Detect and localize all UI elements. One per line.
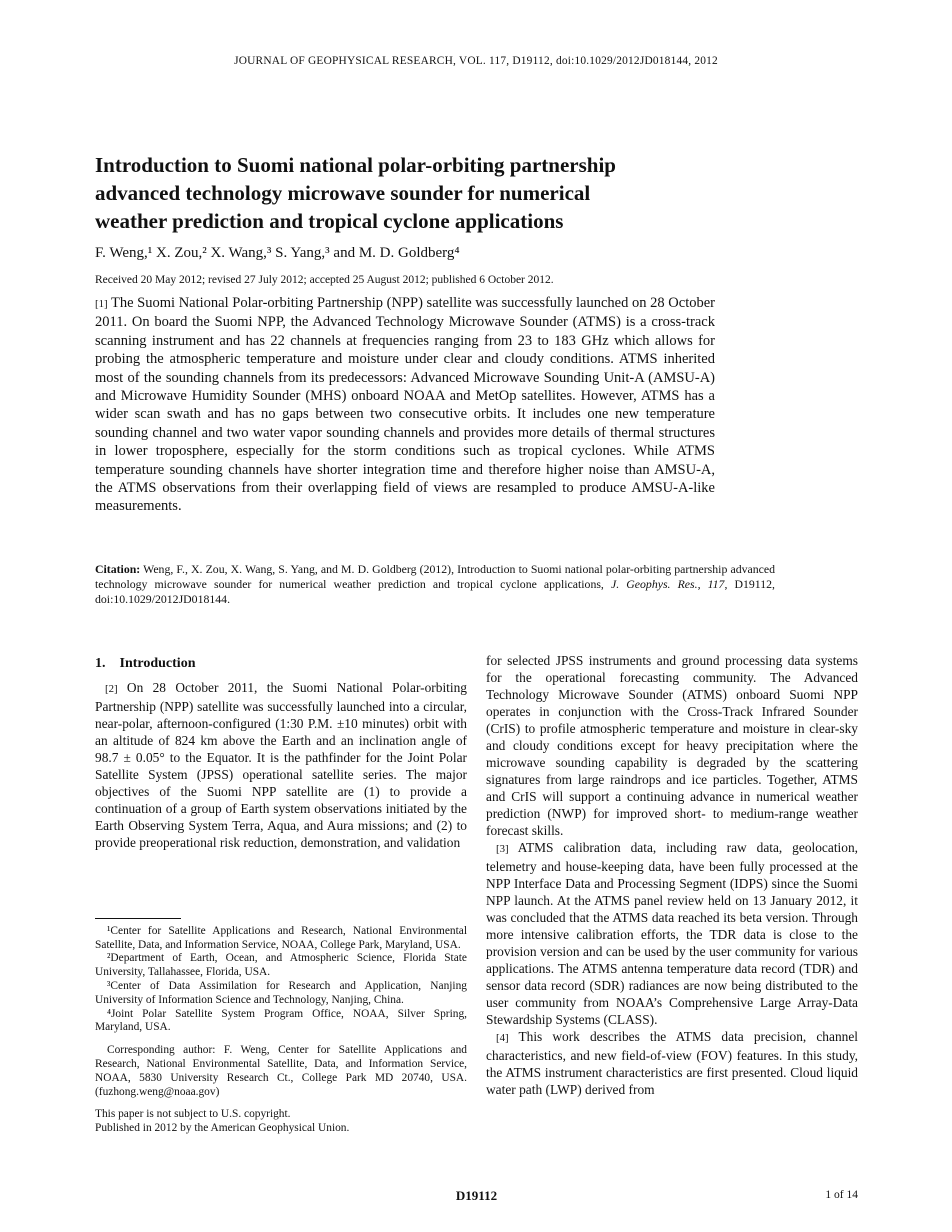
page-footer <box>95 1187 858 1205</box>
citation-label: Citation: <box>95 562 141 576</box>
left-column <box>95 652 467 1136</box>
article-title-line-2: advanced technology microwave sounder for numerical <box>95 181 591 205</box>
running-head: JOURNAL OF GEOPHYSICAL RESEARCH, VOL. 117, D19112, doi:10.1029/2012JD018144, 2012 <box>234 55 718 67</box>
copyright-note-1: This paper is not subject to U.S. copyright. <box>95 1108 291 1121</box>
paragraph-4 <box>486 1028 858 1098</box>
copyright-note-2: Published in 2012 by the American Geophysical Union. <box>95 1122 350 1135</box>
left-column-text <box>95 652 467 851</box>
citation-doi: , D19112, doi:10.1029/2012JD018144. <box>95 576 776 606</box>
footnote-affiliation-2: ²Department of Earth, Ocean, and Atmospheric Science, Florida State University, Tallahassee, Florida, USA. <box>95 952 467 979</box>
footer-page-number: 1 of 14 <box>825 1189 858 1201</box>
authors-line: F. Weng,¹ X. Zou,² X. Wang,³ S. Yang,³ and M. D. Goldberg⁴ <box>95 245 460 261</box>
citation-text: Weng, F., X. Zou, X. Wang, S. Yang, and M. D. Goldberg (2012), Introduction to Suomi national polar-orbiting partnership advanced technology microwave sounder for numerical weather prediction and tropical cyclone applications, <box>95 562 775 591</box>
section-title: Introduction <box>119 656 196 671</box>
received-dates: Received 20 May 2012; revised 27 July 2012; accepted 25 August 2012; published 6 October 2012. <box>95 274 554 286</box>
paragraph-4-number: [4] <box>496 1032 509 1044</box>
paragraph-2-text: On 28 October 2011, the Suomi National Polar-orbiting Partnership (NPP) satellite was successfully launched into a circular, near-polar, afternoon-configured (1:30 P.M. ±10 minutes) orbit with an altitude of 824 km above the Earth and an inclination angle of 98.7 ± 0.05° to the Equator. It is the pathfinder for the Joint Polar Satellite System (JPSS) operational satellite series. The major objectives of the Suomi NPP satellite are (1) to provide a continuation of a group of Earth system observations initiated by the Earth Observing System Terra, Aqua, and Aura missions; and (2) to provide preoperational risk reduction, demonstration, and validation <box>95 680 467 850</box>
paragraph-2-number: [2] <box>105 683 118 695</box>
right-column <box>486 652 858 1136</box>
corresponding-author-note: Corresponding author: F. Weng, Center for Satellite Applications and Research, National Environmental Satellite, Data, and Information Service, NOAA, 5830 University Research Ct., College Park MD 20740, USA. (fuzhong.weng@noaa.gov) <box>95 1044 467 1098</box>
article-title-line-1: Introduction to Suomi national polar-orbiting partnership <box>95 153 616 177</box>
paragraph-3-number: [3] <box>496 843 509 855</box>
article-title <box>95 151 755 235</box>
paragraph-2 <box>95 679 467 851</box>
abstract-paragraph <box>95 294 715 516</box>
citation-journal: J. Geophys. Res., 117 <box>610 576 725 591</box>
abstract-paragraph-number: [1] <box>95 298 108 310</box>
footnotes-block <box>95 918 467 1136</box>
body-columns <box>95 652 858 1136</box>
section-1-heading <box>95 655 467 672</box>
paragraph-2-continued: for selected JPSS instruments and ground processing data systems for the operational forecasting community. The Advanced Technology Microwave Sounder (ATMS) onboard Suomi NPP operates in conjunction with the Cross-Track Infrared Sounder (CrIS) to profile atmospheric temperature and moisture in clear-sky and cloudy conditions except for heavy precipitation where the microwave sounding capability is degraded by the scattering signatures from large raindrops and ice particles. Together, ATMS and CrIS will support a continuing advance in numerical weather prediction (NWP) for improved short- to medium-range weather forecast skills. <box>486 653 858 838</box>
paragraph-3-text: ATMS calibration data, including raw data, geolocation, telemetry and house-keeping data, have been fully processed at the NPP Interface Data and Processing Segment (IDPS) since the Suomi NPP launch. At the ATMS panel review held on 13 January 2012, it was concluded that the ATMS data reached its beta version. Through more intensive calibration efforts, the TDR data is close to the provision version and can be used by the user community for various applications. The ATMS antenna temperature data record (TDR) and sensor data record (SDR) radiances are now being distributed to the user community from NOAA’s Comprehensive Large Array-Data Stewardship Systems (CLASS). <box>486 840 859 1027</box>
footnote-affiliation-1: ¹Center for Satellite Applications and Research, National Environmental Satellite, Data, and Information Service, NOAA, College Park, Maryland, USA. <box>95 924 467 951</box>
footnote-rule <box>95 918 181 919</box>
footnote-affiliation-3: ³Center of Data Assimilation for Research and Application, Nanjing University of Information Science and Technology, Nanjing, China. <box>95 980 467 1006</box>
citation-paragraph <box>95 562 775 607</box>
article-title-line-3: weather prediction and tropical cyclone applications <box>95 209 564 233</box>
paragraph-4-text: This work describes the ATMS data precision, channel characteristics, and new field-of-view (FOV) features. In this study, the ATMS instrument characteristics are first presented. Cloud liquid water path (LWP) derived from <box>486 1029 858 1097</box>
abstract-text: The Suomi National Polar-orbiting Partnership (NPP) satellite was successfully launched on 28 October 2011. On board the Suomi NPP, the Advanced Technology Microwave Sounder (ATMS) is a cross-track scanning instrument and has 22 channels at frequencies ranging from 23 to 183 GHz which allows for probing the atmospheric temperature and moisture under clear and cloudy conditions. ATMS inherited most of the sounding channels from its predecessors: Advanced Microwave Sounding Unit-A (AMSU-A) and Microwave Humidity Sounder (MHS) onboard NOAA and MetOp satellites. However, ATMS has a wider scan swath and has no gaps between two consecutive orbits. It includes one new temperature sounding channel and two water vapor sounding channels and provides more details of thermal structures in lower troposphere, especially for the storm conditions such as tropical cyclones. While ATMS temperature sounding channels have shorter integration time and therefore higher noise than AMSU-A, the ATMS observations from their overlapping field of views are resampled to produce AMSU-A-like measurements. <box>95 295 715 515</box>
footnote-affiliation-4: ⁴Joint Polar Satellite System Program Office, NOAA, Silver Spring, Maryland, USA. <box>95 1007 467 1034</box>
paragraph-3 <box>486 839 858 1028</box>
section-number: 1. <box>95 656 106 671</box>
footer-article-id: D19112 <box>455 1188 498 1203</box>
